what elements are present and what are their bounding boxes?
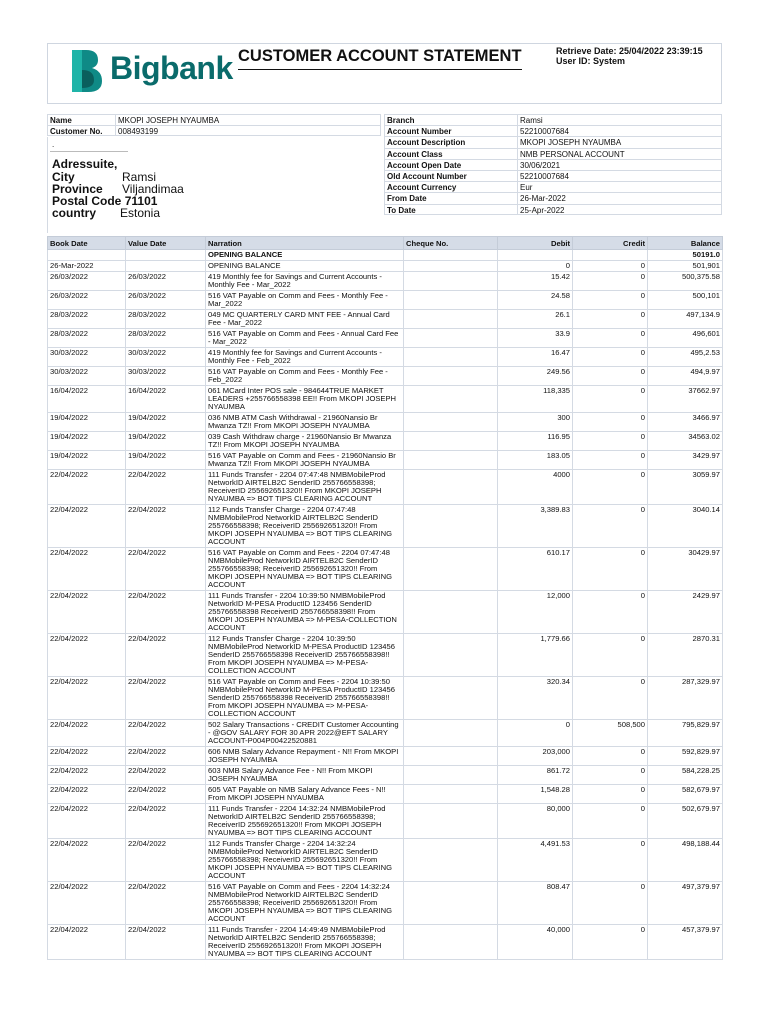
table-cell	[404, 470, 498, 505]
table-cell	[126, 261, 206, 272]
table-cell: 19/04/2022	[48, 451, 126, 470]
page-title: CUSTOMER ACCOUNT STATEMENT	[238, 47, 522, 70]
account-detail-value: 52210007684	[520, 171, 569, 181]
table-cell: 4,491.53	[498, 839, 573, 882]
table-cell: 0	[573, 785, 648, 804]
table-cell	[404, 413, 498, 432]
postal-label: Postal Code	[52, 194, 122, 208]
table-cell: 3,389.83	[498, 505, 573, 548]
customer-number-label: Customer No.	[50, 127, 103, 137]
account-detail-label: Old Account Number	[387, 171, 467, 181]
account-detail-label: Account Open Date	[387, 160, 462, 170]
transactions-table	[47, 236, 723, 960]
table-row	[48, 470, 723, 505]
table-row	[48, 250, 723, 261]
account-detail-row	[384, 181, 722, 192]
table-cell	[404, 272, 498, 291]
statement-header	[47, 43, 722, 104]
table-cell: 795,829.97	[648, 720, 723, 747]
table-cell: 22/04/2022	[126, 548, 206, 591]
table-cell: 22/04/2022	[48, 720, 126, 747]
table-cell: 496,601	[648, 329, 723, 348]
table-cell: 22/04/2022	[126, 785, 206, 804]
table-cell: 16/04/2022	[126, 386, 206, 413]
table-cell: 16.47	[498, 348, 573, 367]
account-detail-row	[384, 114, 722, 125]
account-detail-row	[384, 204, 722, 215]
table-cell	[404, 747, 498, 766]
account-detail-row	[384, 148, 722, 159]
table-cell: 2429.97	[648, 591, 723, 634]
table-cell: 30/03/2022	[48, 367, 126, 386]
customer-number: 008493199	[118, 127, 159, 137]
table-row	[48, 720, 723, 747]
table-row	[48, 882, 723, 925]
table-cell: 502,679.97	[648, 804, 723, 839]
table-cell: 28/03/2022	[126, 310, 206, 329]
table-cell: 501,901	[648, 261, 723, 272]
table-cell: 22/04/2022	[126, 839, 206, 882]
table-cell: 22/04/2022	[126, 925, 206, 960]
table-cell: 0	[573, 451, 648, 470]
table-cell	[404, 451, 498, 470]
table-cell: 22/04/2022	[126, 766, 206, 785]
table-cell: 22/04/2022	[126, 747, 206, 766]
country-value: Estonia	[120, 206, 161, 220]
account-detail-value: 52210007684	[520, 127, 569, 137]
table-cell: 036 NMB ATM Cash Withdrawal - 21960Nansio Br Mwanza TZ!! From MKOPI JOSEPH NYAUMBA	[206, 413, 404, 432]
table-cell: 039 Cash Withdraw charge - 21960Nansio Br Mwanza TZ!! From MKOPI JOSEPH NYAUMBA	[206, 432, 404, 451]
table-cell: 0	[573, 839, 648, 882]
table-cell: 22/04/2022	[126, 470, 206, 505]
table-cell: 22/04/2022	[126, 591, 206, 634]
account-info-section	[47, 114, 722, 220]
table-row	[48, 261, 723, 272]
table-cell	[404, 329, 498, 348]
table-cell: 15.42	[498, 272, 573, 291]
table-cell	[404, 367, 498, 386]
column-header: Debit	[498, 237, 573, 250]
table-cell: 0	[573, 470, 648, 505]
table-cell: 0	[573, 591, 648, 634]
table-row	[48, 329, 723, 348]
table-cell: 0	[573, 882, 648, 925]
table-cell: 19/04/2022	[48, 413, 126, 432]
table-cell: 1,779.66	[498, 634, 573, 677]
table-cell: 0	[498, 261, 573, 272]
table-cell: 26.1	[498, 310, 573, 329]
column-header: Value Date	[126, 237, 206, 250]
table-row	[48, 272, 723, 291]
table-cell: 183.05	[498, 451, 573, 470]
table-cell	[404, 785, 498, 804]
table-cell: 34563.02	[648, 432, 723, 451]
table-cell	[404, 677, 498, 720]
table-cell: 249.56	[498, 367, 573, 386]
account-detail-row	[384, 125, 722, 136]
table-cell: 516 VAT Payable on Comm and Fees - Annual Card Fee - Mar_2022	[206, 329, 404, 348]
customer-name: MKOPI JOSEPH NYAUMBA	[118, 116, 220, 125]
table-row	[48, 839, 723, 882]
table-body	[48, 250, 723, 960]
account-detail-row	[384, 136, 722, 147]
table-cell	[404, 804, 498, 839]
table-row	[48, 367, 723, 386]
table-cell: OPENING BALANCE	[206, 261, 404, 272]
country-label: country	[52, 206, 97, 220]
table-cell: 287,329.97	[648, 677, 723, 720]
table-row	[48, 548, 723, 591]
city-value: Ramsi	[122, 170, 157, 184]
table-cell	[404, 634, 498, 677]
table-cell: 22/04/2022	[48, 677, 126, 720]
customer-name-row	[47, 114, 381, 125]
account-detail-row	[384, 170, 722, 181]
bigbank-logo	[68, 44, 233, 104]
table-cell: 2870.31	[648, 634, 723, 677]
table-cell: 22/04/2022	[126, 505, 206, 548]
table-cell: 061 MCard Inter POS sale - 984644TRUE MARKET LEADERS +255766558398 EE!! From MKOPI JOSEPH NYAUMBA	[206, 386, 404, 413]
table-cell: 0	[573, 413, 648, 432]
table-row	[48, 348, 723, 367]
table-cell: 22/04/2022	[48, 766, 126, 785]
table-cell: 495,2.53	[648, 348, 723, 367]
city-label: City	[52, 170, 75, 184]
table-cell: 0	[573, 272, 648, 291]
column-header: Credit	[573, 237, 648, 250]
table-cell: 28/03/2022	[48, 329, 126, 348]
table-cell	[404, 250, 498, 261]
account-details	[384, 114, 722, 215]
table-cell	[48, 250, 126, 261]
table-cell: 40,000	[498, 925, 573, 960]
table-cell: 610.17	[498, 548, 573, 591]
table-row	[48, 677, 723, 720]
retrieve-info	[556, 46, 703, 66]
table-row	[48, 634, 723, 677]
table-cell: 22/04/2022	[48, 548, 126, 591]
table-cell: 111 Funds Transfer - 2204 10:39:50 NMBMobileProd NetworkID M-PESA ProductID 123456 SenderID 255766558398 ReceiverID 255766558398!! From MKOPI JOSEPH NYAUMBA => M-PESA-COLLECTION ACCOUNT	[206, 591, 404, 634]
table-cell: 26/03/2022	[48, 291, 126, 310]
table-cell: 497,379.97	[648, 882, 723, 925]
account-detail-label: From Date	[387, 194, 427, 204]
customer-name-label: Name	[50, 116, 72, 125]
table-cell: 26/03/2022	[126, 272, 206, 291]
table-cell: 0	[573, 348, 648, 367]
account-detail-label: Account Class	[387, 149, 443, 159]
table-row	[48, 591, 723, 634]
table-cell: 0	[573, 261, 648, 272]
province-label: Province	[52, 182, 103, 196]
table-cell	[404, 505, 498, 548]
account-detail-label: Account Currency	[387, 183, 457, 193]
table-cell: 50191.0	[648, 250, 723, 261]
table-cell	[126, 250, 206, 261]
table-cell	[573, 250, 648, 261]
table-cell: 37662.97	[648, 386, 723, 413]
table-cell: 22/04/2022	[48, 882, 126, 925]
table-cell: 33.9	[498, 329, 573, 348]
table-cell: 3466.97	[648, 413, 723, 432]
table-cell: 80,000	[498, 804, 573, 839]
account-detail-row	[384, 159, 722, 170]
table-cell: 112 Funds Transfer Charge - 2204 10:39:50 NMBMobileProd NetworkID M-PESA ProductID 123456 SenderID 255766558398 ReceiverID 255766558398!! From MKOPI JOSEPH NYAUMBA => M-PESA-COLLECTION ACCOUNT	[206, 634, 404, 677]
table-cell: 516 VAT Payable on Comm and Fees - 2204 10:39:50 NMBMobileProd NetworkID M-PESA ProductID 123456 SenderID 255766558398 ReceiverID 255766558398!! From MKOPI JOSEPH NYAUMBA => M-PESA-COLLECTION ACCOUNT	[206, 677, 404, 720]
table-cell: 516 VAT Payable on Comm and Fees - 2204 07:47:48 NMBMobileProd NetworkID AIRTELB2C SenderID 255766558398; ReceiverID 255692651320!! From MKOPI JOSEPH NYAUMBA => BOT TIPS CLEARING ACCOUNT	[206, 548, 404, 591]
table-cell	[404, 720, 498, 747]
table-cell: 24.58	[498, 291, 573, 310]
table-cell: 457,379.97	[648, 925, 723, 960]
table-cell: 19/04/2022	[48, 432, 126, 451]
table-cell: 12,000	[498, 591, 573, 634]
account-detail-value: NMB PERSONAL ACCOUNT	[520, 149, 625, 159]
table-cell: 22/04/2022	[48, 785, 126, 804]
table-cell: 118,335	[498, 386, 573, 413]
table-cell	[498, 250, 573, 261]
table-cell: 320.34	[498, 677, 573, 720]
table-cell: 605 VAT Payable on NMB Salary Advance Fees - N!! From MKOPI JOSEPH NYAUMBA	[206, 785, 404, 804]
account-detail-row	[384, 192, 722, 203]
table-cell: 22/04/2022	[126, 677, 206, 720]
table-cell	[404, 261, 498, 272]
table-cell: 22/04/2022	[48, 839, 126, 882]
table-cell: 22/04/2022	[126, 720, 206, 747]
table-cell: 22/04/2022	[126, 882, 206, 925]
table-row	[48, 386, 723, 413]
table-cell: 0	[573, 310, 648, 329]
table-cell: 22/04/2022	[48, 505, 126, 548]
account-detail-label: Account Description	[387, 138, 466, 148]
column-header: Narration	[206, 237, 404, 250]
table-cell: 0	[573, 766, 648, 785]
table-cell: 22/04/2022	[48, 634, 126, 677]
table-cell: 111 Funds Transfer - 2204 14:49:49 NMBMobileProd NetworkID AIRTELB2C SenderID 255766558398; ReceiverID 255692651320!! From MKOPI JOSEPH NYAUMBA => BOT TIPS CLEARING ACCOUNT	[206, 925, 404, 960]
table-cell: 3059.97	[648, 470, 723, 505]
customer-number-row	[47, 125, 381, 136]
address-block	[47, 137, 184, 233]
table-cell: 1,548.28	[498, 785, 573, 804]
table-cell: 606 NMB Salary Advance Repayment - N!! From MKOPI JOSEPH NYAUMBA	[206, 747, 404, 766]
table-row	[48, 766, 723, 785]
table-cell: 0	[573, 804, 648, 839]
table-row	[48, 413, 723, 432]
retrieve-date: Retrieve Date: 25/04/2022 23:39:15	[556, 46, 703, 56]
customer-info	[47, 114, 381, 220]
bigbank-logo-icon	[68, 46, 108, 96]
column-header: Book Date	[48, 237, 126, 250]
table-cell: 0	[573, 329, 648, 348]
table-cell: 419 Monthly fee for Savings and Current Accounts - Monthly Fee - Feb_2022	[206, 348, 404, 367]
table-cell: 19/04/2022	[126, 451, 206, 470]
table-cell: 26/03/2022	[126, 291, 206, 310]
table-cell	[404, 882, 498, 925]
table-cell: 22/04/2022	[48, 747, 126, 766]
table-cell: 16/04/2022	[48, 386, 126, 413]
table-cell: 30/03/2022	[48, 348, 126, 367]
account-detail-value: 26-Mar-2022	[520, 194, 566, 204]
table-cell: 502 Salary Transactions - CREDIT Customer Accounting - @GOV SALARY FOR 30 APR 2022@EFT SALARY ACCOUNT-P004P00422520881	[206, 720, 404, 747]
country-line	[52, 206, 161, 220]
table-cell: 584,228.25	[648, 766, 723, 785]
table-cell	[404, 291, 498, 310]
table-cell: 112 Funds Transfer Charge - 2204 14:32:24 NMBMobileProd NetworkID AIRTELB2C SenderID 255766558398; ReceiverID 255692651320!! From MKOPI JOSEPH NYAUMBA => BOT TIPS CLEARING ACCOUNT	[206, 839, 404, 882]
table-cell: 22/04/2022	[126, 634, 206, 677]
table-cell: 28/03/2022	[126, 329, 206, 348]
account-detail-value: 25-Apr-2022	[520, 205, 565, 215]
column-header: Balance	[648, 237, 723, 250]
table-cell: 0	[573, 432, 648, 451]
table-row	[48, 785, 723, 804]
table-cell: OPENING BALANCE	[206, 250, 404, 261]
table-cell: 116.95	[498, 432, 573, 451]
account-detail-label: Branch	[387, 116, 415, 125]
table-cell: 30/03/2022	[126, 367, 206, 386]
table-cell: 0	[573, 291, 648, 310]
table-cell: 500,101	[648, 291, 723, 310]
table-row	[48, 451, 723, 470]
table-cell: 26-Mar-2022	[48, 261, 126, 272]
table-cell: 516 VAT Payable on Comm and Fees - Monthly Fee - Feb_2022	[206, 367, 404, 386]
table-header-row	[48, 237, 723, 250]
table-cell: 0	[498, 720, 573, 747]
table-cell: 28/03/2022	[48, 310, 126, 329]
table-cell: 26/03/2022	[48, 272, 126, 291]
table-cell: 0	[573, 925, 648, 960]
table-cell: 4000	[498, 470, 573, 505]
table-cell: 111 Funds Transfer - 2204 07:47:48 NMBMobileProd NetworkID AIRTELB2C SenderID 255766558398; ReceiverID 255692651320!! From MKOPI JOSEPH NYAUMBA => BOT TIPS CLEARING ACCOUNT	[206, 470, 404, 505]
table-cell: 203,000	[498, 747, 573, 766]
table-cell: 300	[498, 413, 573, 432]
table-cell: 0	[573, 634, 648, 677]
table-cell: 592,829.97	[648, 747, 723, 766]
table-cell: 0	[573, 677, 648, 720]
table-cell: 0	[573, 386, 648, 413]
table-row	[48, 505, 723, 548]
table-cell	[404, 839, 498, 882]
table-cell: 582,679.97	[648, 785, 723, 804]
table-cell: 22/04/2022	[126, 804, 206, 839]
table-cell: 500,375.58	[648, 272, 723, 291]
table-cell	[404, 310, 498, 329]
table-cell: 516 VAT Payable on Comm and Fees - 21960Nansio Br Mwanza TZ!! From MKOPI JOSEPH NYAUMBA	[206, 451, 404, 470]
account-detail-value: Ramsi	[520, 116, 543, 125]
table-cell: 508,500	[573, 720, 648, 747]
table-cell: 497,134.9	[648, 310, 723, 329]
table-cell: 19/04/2022	[126, 413, 206, 432]
table-cell: 0	[573, 548, 648, 591]
logo-wordmark: Bigbank	[110, 50, 233, 86]
table-cell: 049 MC QUARTERLY CARD MNT FEE - Annual Card Fee - Mar_2022	[206, 310, 404, 329]
table-cell: 30429.97	[648, 548, 723, 591]
table-cell	[404, 348, 498, 367]
table-cell	[404, 432, 498, 451]
account-detail-value: Eur	[520, 183, 533, 193]
table-cell	[404, 386, 498, 413]
table-cell: 808.47	[498, 882, 573, 925]
table-cell: 603 NMB Salary Advance Fee - N!! From MKOPI JOSEPH NYAUMBA	[206, 766, 404, 785]
table-cell: 498,188.44	[648, 839, 723, 882]
table-cell: 22/04/2022	[48, 470, 126, 505]
table-cell: 22/04/2022	[48, 804, 126, 839]
table-row	[48, 310, 723, 329]
table-cell	[404, 591, 498, 634]
table-cell: 516 VAT Payable on Comm and Fees - Monthly Fee - Mar_2022	[206, 291, 404, 310]
table-cell: 494,9.97	[648, 367, 723, 386]
table-cell: 3429.97	[648, 451, 723, 470]
postal-value: 71101	[124, 194, 158, 208]
table-cell: 0	[573, 367, 648, 386]
table-cell: 0	[573, 747, 648, 766]
table-cell: 22/04/2022	[48, 925, 126, 960]
account-detail-value: MKOPI JOSEPH NYAUMBA	[520, 138, 622, 148]
table-row	[48, 291, 723, 310]
table-cell: 419 Monthly fee for Savings and Current Accounts - Monthly Fee - Mar_2022	[206, 272, 404, 291]
table-cell: 19/04/2022	[126, 432, 206, 451]
address-label: Adressuite,	[52, 157, 118, 171]
table-cell: 111 Funds Transfer - 2204 14:32:24 NMBMobileProd NetworkID AIRTELB2C SenderID 255766558398; ReceiverID 255692651320!! From MKOPI JOSEPH NYAUMBA => BOT TIPS CLEARING ACCOUNT	[206, 804, 404, 839]
account-detail-label: Account Number	[387, 127, 452, 137]
account-detail-label: To Date	[387, 205, 416, 215]
table-cell: 861.72	[498, 766, 573, 785]
table-cell	[404, 766, 498, 785]
table-row	[48, 747, 723, 766]
table-cell: 112 Funds Transfer Charge - 2204 07:47:48 NMBMobileProd NetworkID AIRTELB2C SenderID 255766558398; ReceiverID 255692651320!! From MKOPI JOSEPH NYAUMBA => BOT TIPS CLEARING ACCOUNT	[206, 505, 404, 548]
column-header: Cheque No.	[404, 237, 498, 250]
table-cell: 0	[573, 505, 648, 548]
table-cell: 3040.14	[648, 505, 723, 548]
account-detail-value: 30/06/2021	[520, 160, 561, 170]
table-cell	[404, 548, 498, 591]
province-value: Viljandimaa	[122, 182, 184, 196]
table-row	[48, 432, 723, 451]
table-cell: 22/04/2022	[48, 591, 126, 634]
table-row	[48, 925, 723, 960]
address-dot: .	[52, 140, 55, 149]
table-cell: 516 VAT Payable on Comm and Fees - 2204 14:32:24 NMBMobileProd NetworkID AIRTELB2C SenderID 255766558398; ReceiverID 255692651320!! From MKOPI JOSEPH NYAUMBA => BOT TIPS CLEARING ACCOUNT	[206, 882, 404, 925]
user-id: User ID: System	[556, 56, 626, 66]
table-cell	[404, 925, 498, 960]
table-cell: 30/03/2022	[126, 348, 206, 367]
table-row	[48, 804, 723, 839]
